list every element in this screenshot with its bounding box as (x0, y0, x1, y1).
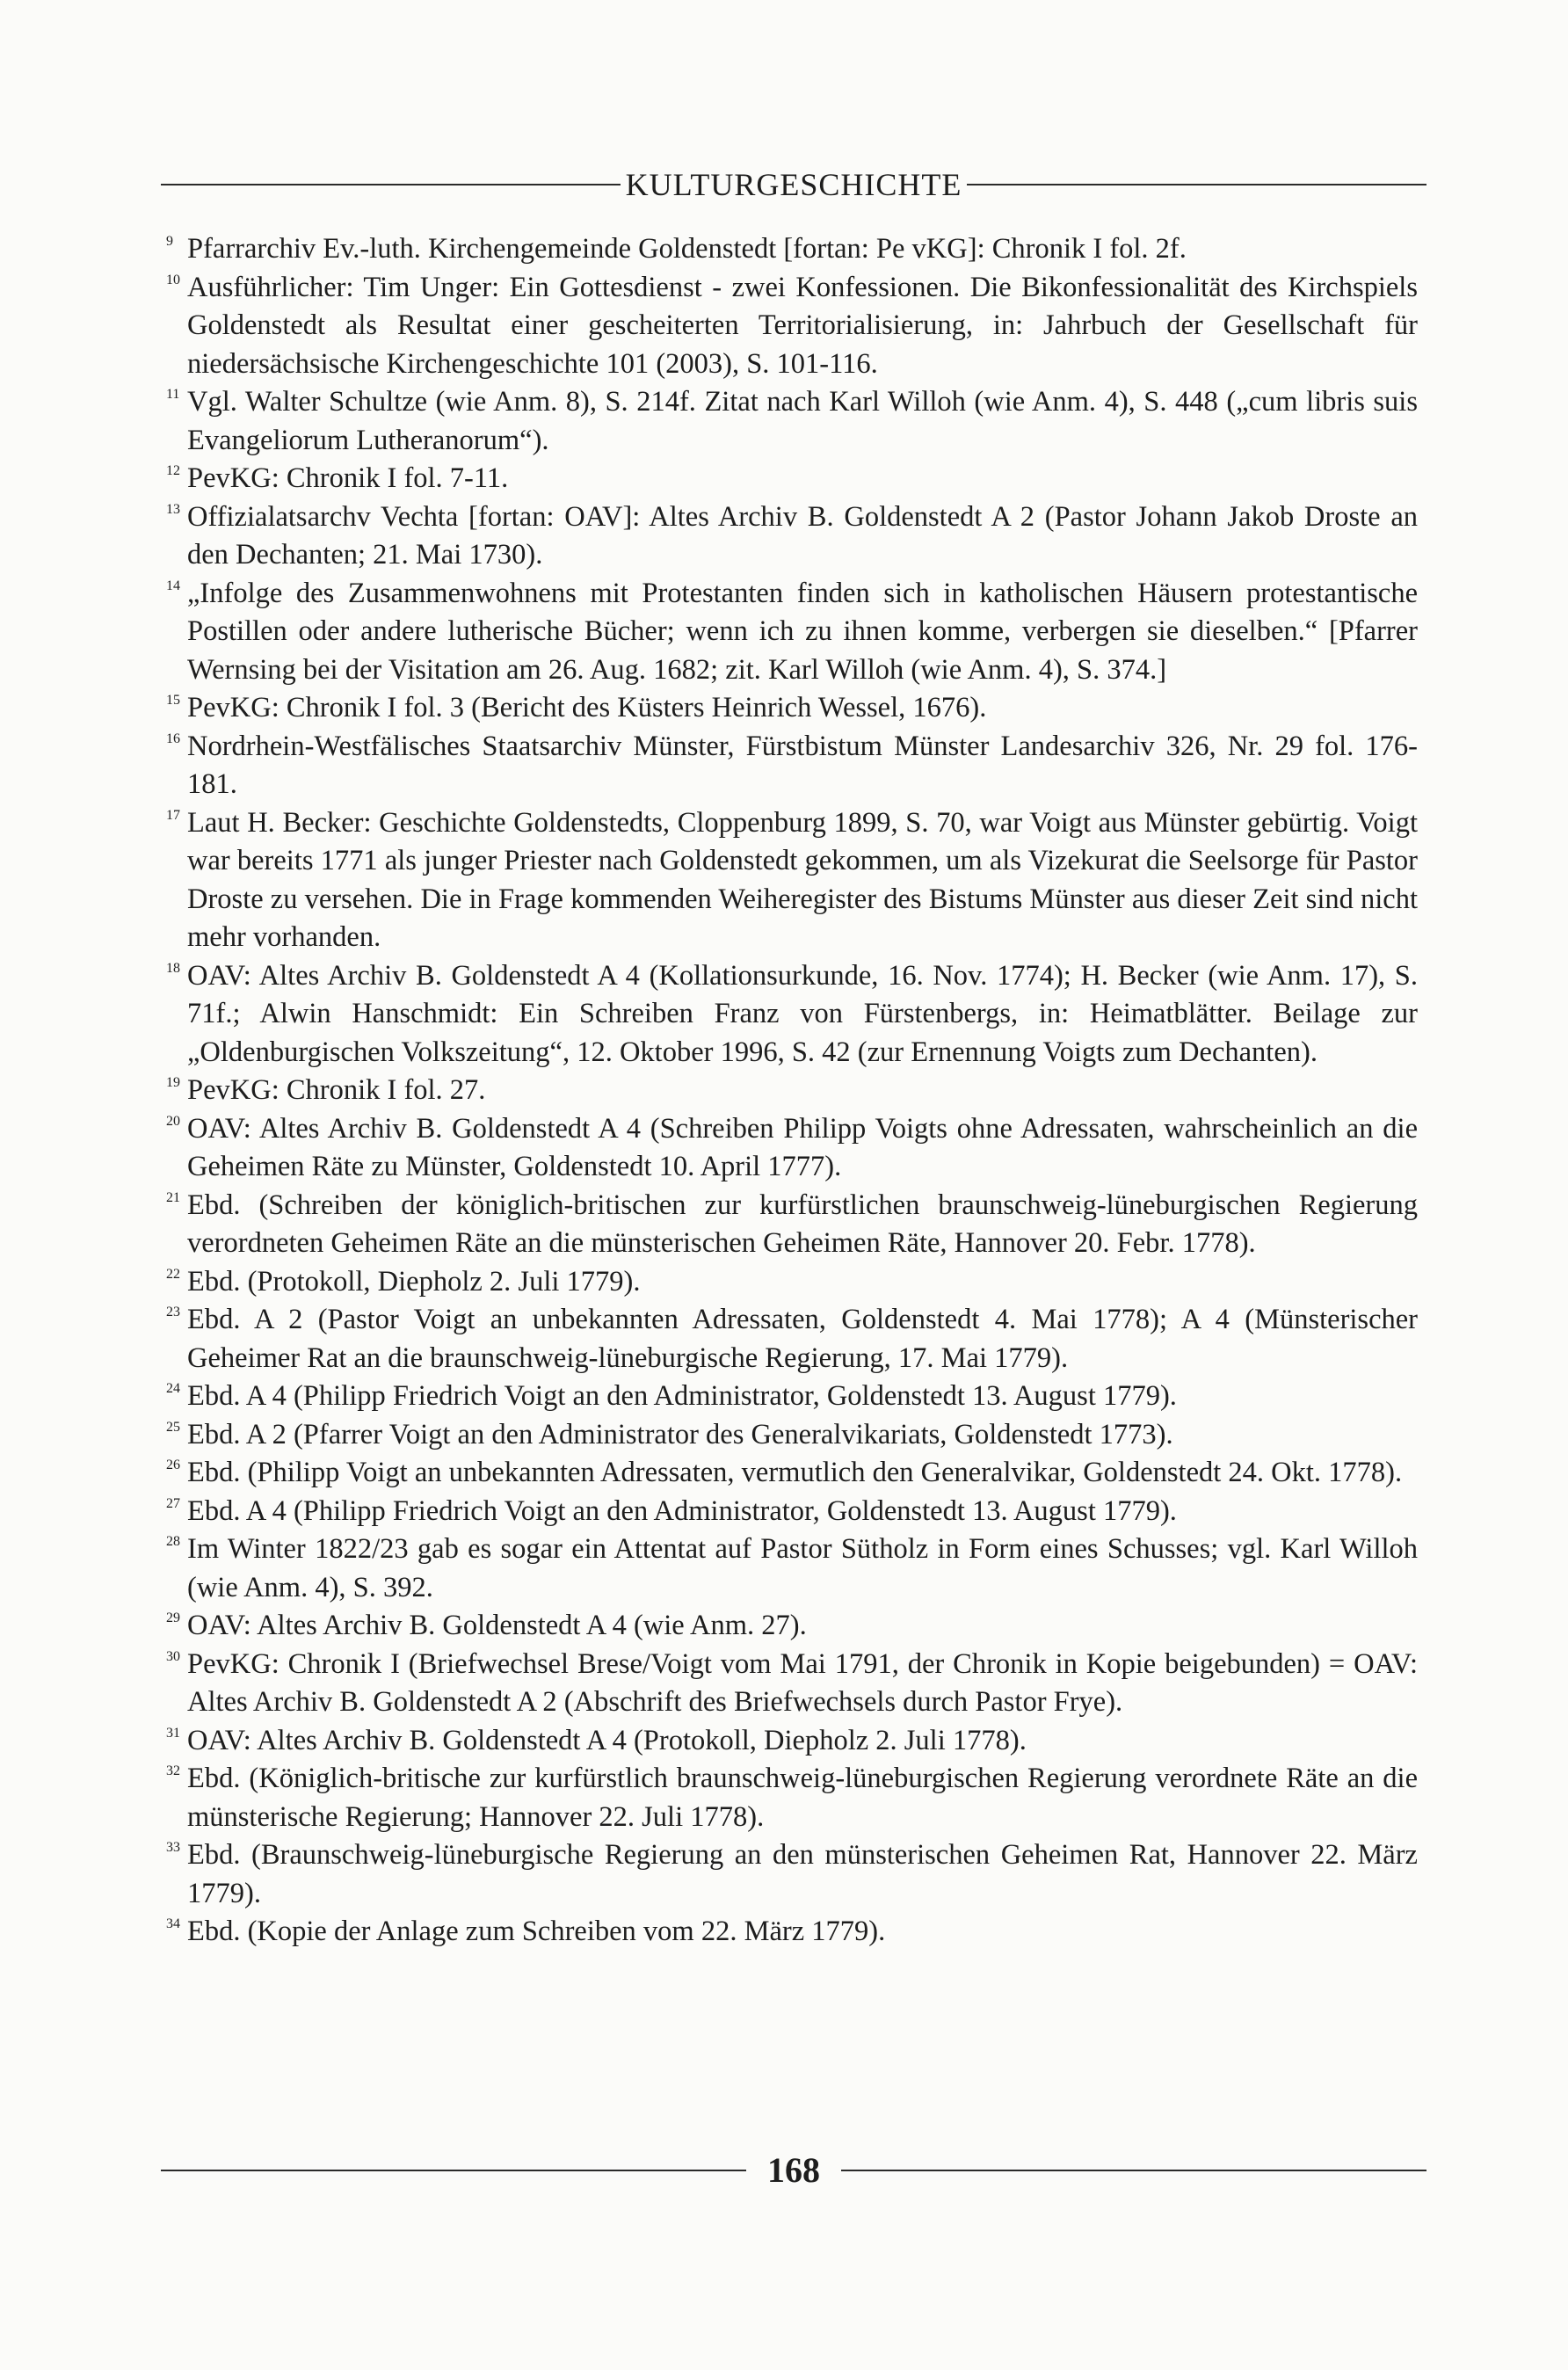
footnote (161, 1263, 1418, 1302)
footnote (161, 1416, 1418, 1455)
footnote (161, 1913, 1418, 1952)
footnote-number: 18 (166, 960, 180, 976)
footnote (161, 269, 1418, 384)
footnote (161, 728, 1418, 804)
footnote-number: 23 (166, 1305, 180, 1319)
page-footer (161, 2148, 1426, 2192)
footnote-text: Im Winter 1822/23 gab es sogar ein Attentat auf Pastor Sütholz in Form eines Schusses; vgl. Karl Willoh (wie Anm. 4), S. 392. (187, 1533, 1418, 1603)
footnote (161, 1493, 1418, 1531)
footnote-number: 12 (166, 463, 180, 478)
footnote-text: PevKG: Chronik I (Briefwechsel Brese/Voigt vom Mai 1791, der Chronik in Kopie beigebunden) = OAV: Altes Archiv B. Goldenstedt A 2 (Abschrift des Briefwechsels durch Pastor Frye). (187, 1647, 1418, 1718)
footnote-text: Ebd. (Königlich-britische zur kurfürstlich braunschweig-lüneburgischen Regierung verordnete Räte an die münsterische Regierung; Hannover 22. Juli 1778). (187, 1763, 1418, 1833)
footer-rule-right (841, 2170, 1426, 2171)
footnote (161, 957, 1418, 1072)
page-number: 168 (767, 2150, 820, 2190)
footnote-text: PevKG: Chronik I fol. 27. (187, 1074, 486, 1106)
footnote (161, 689, 1418, 728)
footnote-number: 33 (166, 1840, 180, 1855)
footnote (161, 1187, 1418, 1263)
footnote (161, 1607, 1418, 1646)
footnote-number: 22 (166, 1266, 180, 1282)
footnote-text: Ausführlicher: Tim Unger: Ein Gottesdienst - zwei Konfessionen. Die Bikonfessionalität des Kirchspiels Goldenstedt als Resultat einer gescheiterten Territorialisierung, in: Jahrbuch der Gesellschaft für niedersächsische Kirchengeschichte 101 (2003), S. 101-116. (187, 271, 1418, 380)
footnote-text: OAV: Altes Archiv B. Goldenstedt A 4 (wie Anm. 27). (187, 1610, 807, 1641)
header-rule-left (161, 184, 621, 185)
footnote-number: 31 (166, 1725, 180, 1741)
footnote-number: 11 (166, 387, 180, 402)
footnotes-list (161, 230, 1418, 1952)
footnote (161, 1454, 1418, 1493)
footnote-text: „Infolge des Zusammenwohnens mit Protestanten finden sich in katholischen Häusern protestantische Postillen oder andere lutherische Bücher; wenn ich zu ihnen komme, verbergen sie dieselben.“ [Pfarrer Wernsing bei der Visitation am 26. Aug. 1682; zit. Karl Willoh (wie Anm. 4), S. 374.] (187, 577, 1418, 686)
footnote-number: 15 (166, 693, 180, 708)
footnote-number: 10 (166, 272, 180, 287)
footnote (161, 1110, 1418, 1187)
footnote-text: Ebd. A 2 (Pastor Voigt an unbekannten Adressaten, Goldenstedt 4. Mai 1778); A 4 (Münsterischer Geheimer Rat an die braunschweig-lüneburgische Regierung, 17. Mai 1779). (187, 1304, 1418, 1374)
footnote-text: OAV: Altes Archiv B. Goldenstedt A 4 (Schreiben Philipp Voigts ohne Adressaten, wahrscheinlich an die Geheimen Räte zu Münster, Goldenstedt 10. April 1777). (187, 1112, 1418, 1182)
footnote (161, 1072, 1418, 1110)
footnote-text: Ebd. (Philipp Voigt an unbekannten Adressaten, vermutlich den Generalvikar, Goldenstedt 24. Okt. 1778). (187, 1457, 1403, 1488)
footnote (161, 804, 1418, 957)
footnote-text: PevKG: Chronik I fol. 3 (Bericht des Küsters Heinrich Wessel, 1676). (187, 692, 987, 723)
footnote-number: 24 (166, 1381, 180, 1396)
footnote (161, 1301, 1418, 1378)
footnote-number: 21 (166, 1189, 180, 1205)
footnote-text: Offizialatsarchv Vechta [fortan: OAV]: Altes Archiv B. Goldenstedt A 2 (Pastor Johann Jakob Droste an den Dechanten; 21. Mai 1730). (187, 500, 1418, 571)
footnote-text: Ebd. A 4 (Philipp Friedrich Voigt an den Administrator, Goldenstedt 13. August 1779). (187, 1380, 1177, 1412)
footnote-number: 19 (166, 1075, 180, 1090)
footnote-text: PevKG: Chronik I fol. 7-11. (187, 462, 509, 494)
running-header (161, 165, 1426, 204)
footnote-text: Ebd. (Schreiben der königlich-britischen zur kurfürstlichen braunschweig-lüneburgischen Regierung verordneten Geheimen Räte an die münsterischen Geheimen Räte, Hannover 20. Febr. 1778). (187, 1189, 1418, 1259)
footnote (161, 1530, 1418, 1607)
footnote-number: 27 (166, 1495, 180, 1511)
footnote-number: 9 (166, 234, 173, 249)
footnote-text: Ebd. A 4 (Philipp Friedrich Voigt an den Administrator, Goldenstedt 13. August 1779). (187, 1494, 1177, 1527)
footnote-number: 30 (166, 1648, 180, 1664)
footnote-number: 14 (166, 578, 180, 593)
footnote-number: 32 (166, 1763, 180, 1778)
footnote-number: 17 (166, 807, 180, 823)
footnote-text: Ebd. (Kopie der Anlage zum Schreiben vom 22. März 1779). (187, 1916, 886, 1947)
footnote-number: 34 (166, 1916, 180, 1931)
footnote-text: Ebd. (Braunschweig-lüneburgische Regierung an den münsterischen Geheimen Rat, Hannover 22. März 1779). (187, 1839, 1418, 1909)
footnote-text: OAV: Altes Archiv B. Goldenstedt A 4 (Protokoll, Diepholz 2. Juli 1778). (187, 1724, 1027, 1756)
footnote-number: 16 (166, 731, 180, 746)
footnote (161, 1646, 1418, 1722)
footnote (161, 460, 1418, 498)
footnote-text: Pfarrarchiv Ev.-luth. Kirchengemeinde Goldenstedt [fortan: Pe vKG]: Chronik I fol. 2f. (187, 233, 1187, 265)
footnote-text: Ebd. A 2 (Pfarrer Voigt an den Administrator des Generalvikariats, Goldenstedt 1773). (187, 1418, 1173, 1450)
header-rule-right (967, 184, 1426, 185)
footnote-text: Vgl. Walter Schultze (wie Anm. 8), S. 214f. Zitat nach Karl Willoh (wie Anm. 4), S. 448 („cum libris suis Evangeliorum Lutheranorum“). (187, 386, 1418, 456)
footer-rule-left (161, 2170, 746, 2171)
footnote (161, 575, 1418, 690)
footnote-number: 26 (166, 1458, 180, 1472)
footnote (161, 1378, 1418, 1416)
footnote (161, 230, 1418, 269)
footnote-number: 29 (166, 1610, 180, 1625)
footnote (161, 1722, 1418, 1761)
footnote-text: OAV: Altes Archiv B. Goldenstedt A 4 (Kollationsurkunde, 16. Nov. 1774); H. Becker (wie Anm. 17), S. 71f.; Alwin Hanschmidt: Ein Schreiben Franz von Fürstenbergs, in: Heimatblätter. Beilage zur „Oldenburgischen Volkszeitung“, 12. Oktober 1996, S. 42 (zur Ernennung Voigts zum Dechanten). (187, 959, 1418, 1068)
footnote-text: Ebd. (Protokoll, Diepholz 2. Juli 1779). (187, 1265, 641, 1298)
footnote-number: 28 (166, 1534, 180, 1549)
footnote (161, 1836, 1418, 1913)
footnote-number: 25 (166, 1419, 180, 1435)
footnote (161, 383, 1418, 460)
footnote-number: 13 (166, 501, 180, 517)
footnote-text: Laut H. Becker: Geschichte Goldenstedts, Cloppenburg 1899, S. 70, war Voigt aus Münster gebürtig. Voigt war bereits 1771 als junger Priester nach Goldenstedt gekommen, um als Vizekurat die Seelsorge für Pastor Droste zu versehen. Die in Frage kommenden Weiheregister des Bistums Münster aus dieser Zeit sind nicht mehr vorhanden. (187, 806, 1418, 953)
footnote (161, 1760, 1418, 1836)
footnote-number: 20 (166, 1113, 180, 1129)
footnote (161, 498, 1418, 575)
footnote-text: Nordrhein-Westfälisches Staatsarchiv Münster, Fürstbistum Münster Landesarchiv 326, Nr. 29 fol. 176-181. (187, 730, 1418, 800)
header-title: KULTURGESCHICHTE (625, 167, 962, 202)
